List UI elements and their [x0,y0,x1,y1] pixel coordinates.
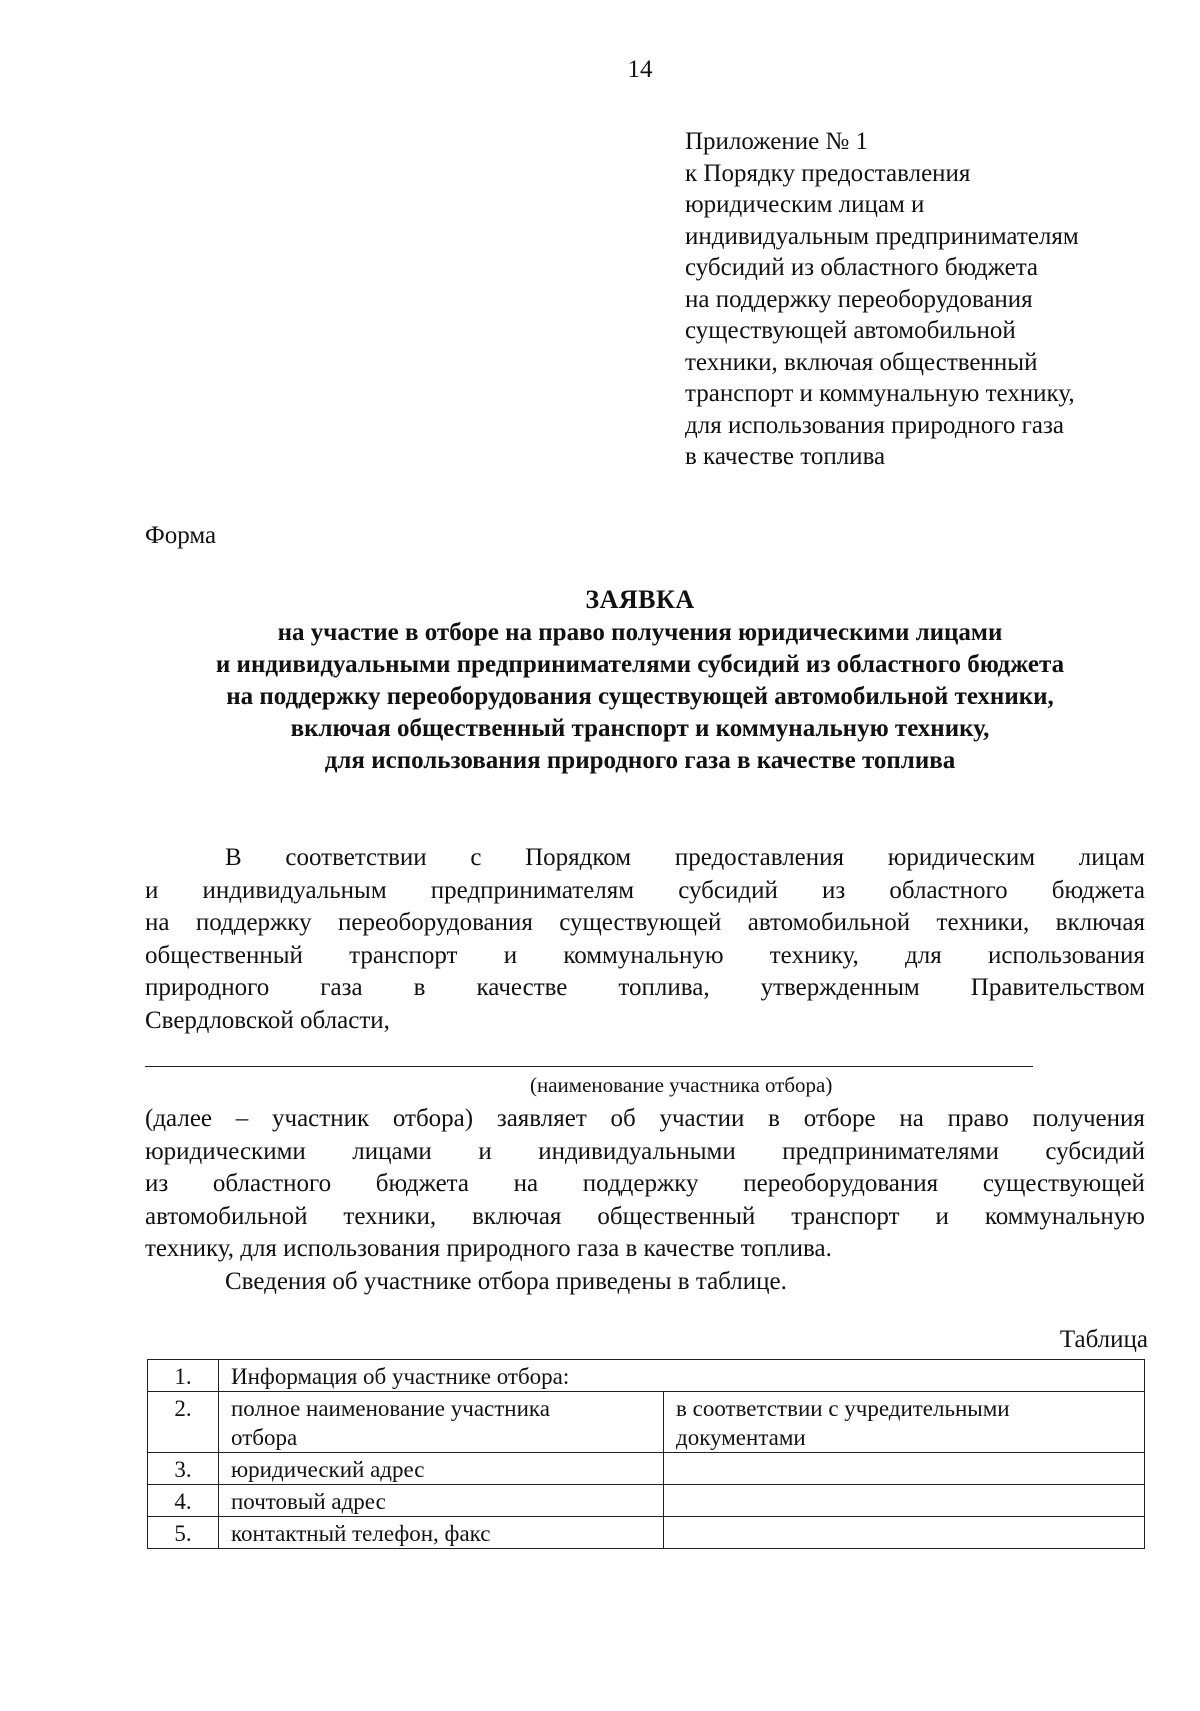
paragraph-line: технику, для использования природного газа в качестве топлива. [145,1235,832,1262]
row-number: 4. [148,1485,219,1517]
row-value-line: документами [676,1425,806,1450]
table-row [148,1517,1145,1549]
word: транспорт [791,1202,900,1230]
row-value [664,1517,1145,1549]
table-row [148,1360,1145,1392]
word: юридическими [145,1137,306,1165]
title-line: для использования природного газа в качестве топлива [324,747,956,774]
word: утвержденным [760,974,920,1001]
word: В [225,844,242,871]
word: областного [212,1170,332,1197]
appendix-line: к Порядку предоставления [685,159,971,187]
word: Порядком [525,844,632,871]
word: природного [145,974,270,1001]
word: предпринимателями [782,1137,999,1165]
row-value [664,1485,1145,1517]
row-label: почтовый адрес [219,1485,664,1517]
paragraph-line: Свердловской области, [145,1006,390,1034]
word: бюджета [1051,876,1145,904]
word: и [145,876,159,904]
word: предоставления [674,844,845,871]
justified-line [145,972,1145,1005]
word: и [503,941,518,969]
row-label-line: полное наименование участника [231,1396,550,1421]
paragraph-table-reference: Сведения об участнике отбора приведены в таблице. [225,1267,787,1295]
word: в [768,1105,780,1132]
word: на [513,1170,539,1197]
row-label: юридический адрес [219,1453,664,1485]
word: для [905,941,942,969]
justified-line [145,842,1145,875]
word: на [145,909,170,936]
word: поддержку [582,1170,699,1197]
justified-line [145,1103,1145,1136]
row-number: 5. [148,1517,219,1549]
table-row [148,1392,1145,1453]
appendix-line: Приложение № 1 [685,128,869,155]
word: областного [889,876,1008,904]
row-label-line: отбора [231,1425,298,1450]
title-line: включая общественный транспорт и коммунальную технику, [290,715,990,742]
row-value-line: в соответствии с учредительными [676,1396,1010,1421]
word: использования [987,941,1145,969]
word: общественный [597,1202,756,1230]
title-line: на участие в отборе на право получения юридическими лицами [277,619,1003,646]
word: переоборудования [337,909,533,936]
title-line: и индивидуальными предпринимателями субсидий из областного бюджета [215,651,1065,678]
word: (далее [145,1105,213,1132]
justified-line [145,1201,1145,1234]
word: бюджета [375,1170,469,1197]
justified-line [145,1136,1145,1169]
word: автомобильной [747,909,911,936]
row-value [664,1453,1145,1485]
word: и [935,1202,949,1230]
word: на [899,1105,924,1132]
word: индивидуальными [538,1137,736,1165]
word: отбора) [392,1105,474,1132]
word: в [413,974,426,1001]
word: заявляет [496,1105,587,1132]
justified-line [145,907,1145,940]
page-number: 14 [627,56,653,83]
appendix-header [685,126,1155,473]
participant-info-table [147,1359,1145,1549]
word: топлива, [618,974,710,1001]
row-value [664,1392,1145,1453]
word: газа [320,974,363,1001]
word: транспорт [349,941,458,969]
appendix-line: техники, включая общественный [685,348,1038,376]
word: участник [272,1105,370,1132]
word: предпринимателям [430,876,635,904]
title-line: на поддержку переоборудования существующей автомобильной техники, [226,683,1054,710]
row-label: Информация об участнике отбора: [219,1360,1145,1392]
paragraph-statement [145,1103,1145,1298]
word: об [610,1105,636,1132]
table-row [148,1485,1145,1517]
justified-line [145,1168,1145,1201]
word: и [478,1137,492,1165]
word: существующей [559,909,722,936]
word: технику, [769,941,859,969]
word: отборе [803,1105,876,1132]
justified-line [145,940,1145,973]
word: поддержку [195,909,312,936]
row-number: 3. [148,1453,219,1485]
word: техники, [343,1202,437,1230]
word: лицам [1078,844,1145,871]
word: право [947,1105,1009,1132]
word: из [821,876,846,904]
participant-name-blank [145,1066,1033,1067]
word: субсидий [1045,1137,1145,1165]
word: общественный [145,941,303,969]
appendix-line: индивидуальным предпринимателям [685,222,1079,250]
word: включая [472,1202,562,1230]
word: из [145,1170,169,1197]
word: соответствии [285,844,427,871]
word: получения [1032,1105,1145,1132]
appendix-line: на поддержку переоборудования [685,285,1033,313]
word: коммунальную [984,1202,1145,1230]
word: с [470,844,482,871]
word: – [235,1105,249,1132]
appendix-line: для использования природного газа [685,411,1064,439]
row-number: 1. [148,1360,219,1392]
word: Правительством [970,974,1145,1001]
word: существующей [982,1170,1145,1197]
word: субсидий [678,876,778,904]
appendix-line: субсидий из областного бюджета [685,254,1039,281]
row-number: 2. [148,1392,219,1453]
participant-name-caption: (наименование участника отбора) [530,1073,833,1097]
table-caption: Таблица [1059,1326,1148,1353]
row-label [219,1392,664,1453]
appendix-line: юридическим лицам и [685,191,925,218]
table-row [148,1453,1145,1485]
word: юридическим [887,844,1036,871]
paragraph-intro [145,842,1145,1037]
form-label: Форма [145,522,217,549]
justified-line [145,875,1145,908]
document-title [140,584,1140,777]
appendix-line: существующей автомобильной [685,317,1016,344]
word: лицами [352,1137,432,1165]
word: переоборудования [743,1170,939,1197]
appendix-line: в качестве топлива [685,443,886,470]
word: коммунальную [563,941,724,969]
word: техники, [936,909,1030,936]
word: автомобильной [145,1202,308,1230]
title-main: ЗАЯВКА [585,585,695,614]
word: качестве [476,974,568,1001]
row-label: контактный телефон, факс [219,1517,664,1549]
appendix-line: транспорт и коммунальную технику, [685,380,1075,407]
word: включая [1055,909,1145,936]
word: индивидуальным [202,876,387,904]
word: участии [659,1105,745,1132]
